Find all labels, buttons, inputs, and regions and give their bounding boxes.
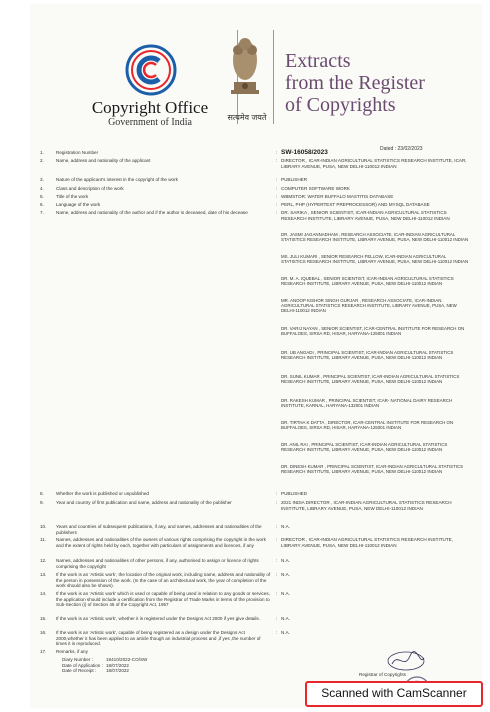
row-number: 14. — [40, 591, 47, 596]
header-divider-right — [273, 30, 274, 124]
row-label: Name, address and nationality of the author and if the author is deceased, date of his decease — [56, 210, 248, 215]
row-number: 2. — [40, 158, 44, 163]
author-entry: DR. TIRTHA K DATTA , DIRECTOR, ICAR-CENTRAL INSTITUTE FOR RESEARCH ON BUFFALOES, SIRSA RD, HISAR, HARYANA-125001 INDIAN — [281, 420, 454, 431]
author-entry: DR. RAKESH KUMAR , PRINCIPAL SCIENTIST, ICAR- NATIONAL DAIRY RESEARCH INSTITUTE, KARNAL, HARYANA-132001 INDIAN — [281, 398, 453, 409]
row-colon: : — [276, 572, 278, 577]
row-value: N.A. — [281, 558, 290, 563]
row-colon: : — [276, 591, 278, 596]
title-line-3: of Copyrights — [285, 94, 396, 116]
row-colon: : — [276, 194, 278, 199]
row-colon: : — [276, 150, 278, 155]
row-number: 10. — [40, 524, 47, 529]
row-colon: : — [276, 630, 278, 635]
row-value: 2021 INDIA DIRECTOR , ICAR-INDIAN AGRICULTURAL STATISTICS RESEARCH INSTITUTE, LIBRARY AVENUE, PUSA, NEW DELHI-110012 INDIAN — [281, 500, 452, 511]
camscanner-watermark — [305, 681, 483, 707]
remark-value: 18/07/2022 — [106, 662, 129, 668]
row-value: PUBLISHED — [281, 491, 308, 496]
copyright-office-logo — [125, 44, 177, 96]
row-label: Nature of the applicant's interest in the copyright of the work — [56, 177, 178, 182]
registrar-label: Registrar of Copyrights — [359, 672, 406, 677]
row-number: 3. — [40, 177, 44, 182]
row-value: PUBLISHER — [281, 177, 308, 182]
row-label: Language of the work — [56, 202, 101, 207]
author-entry: MR. ANOOP KISHOR SINGH GURJAR , RESEARCH ASSOCIATE, ICAR-INDIAN AGRICULTURAL STATISTICS RESEARCH INSTITUTE, LIBRARY AVENUE, PUSA, NEW DELHI-110012 INDIAN — [281, 298, 457, 314]
row-label: If the work is an 'Artistic work', the location of the original work, including name, address and nationality of the person in possession of the work. (In the case of an architectural work, the year of completion of the work should also be shown). — [56, 572, 271, 589]
title-line-1: Extracts — [285, 50, 351, 72]
row-label: Remarks, if any — [56, 649, 88, 654]
row-value: N.A. — [281, 524, 290, 529]
author-entry: DR. ANIL RAI , PRINCIPAL SCIENTIST, ICAR-INDIAN AGRICULTURAL STATISTICS RESEARCH INSTITUTE, LIBRARY AVENUE, PUSA, NEW DELHI-110012 INDIAN — [281, 442, 448, 453]
row-number: 16. — [40, 630, 47, 635]
row-label: Names, addresses and nationalities of other persons, if any, authorised to assign or licence of rights comprising the copyright — [56, 558, 259, 569]
author-entry: DR. VARIJ NAYAN , SENIOR SCIENTIST, ICAR-CENTRAL INSTITUTE FOR RESEARCH ON BUFFALOES, SIRSA RD, HISAR, HARYANA-125001 INDIAN — [281, 326, 465, 337]
row-label: Whether the work is published or unpublished — [56, 491, 149, 496]
camscanner-label: Scanned with CamScanner — [321, 686, 467, 700]
row-number: 15. — [40, 616, 47, 621]
row-number: 6. — [40, 202, 44, 207]
row-label: Names, addresses and nationalities of the owners of various rights comprising the copyright in the work and the extent of rights held by each, together with particulars of assignments and licences, if any — [56, 537, 266, 548]
author-entry: MS. JULI KUMARI , SENIOR RESEARCH FELLOW, ICAR-INDIAN AGRICULTURAL STATISTICS RESEARCH INSTITUTE, LIBRARY AVENUE, PUSA, NEW DELHI-110012 INDIAN — [281, 254, 469, 265]
row-value: WBMSTOR: WATER BUFFALO MASTITIS DATABASE — [281, 194, 394, 199]
remark-value: 19410/2022-CO/SW — [106, 657, 148, 662]
row-value: DIRECTOR , ICAR-INDIAN AGRICULTURAL STATISTICS RESEARCH INSTITUTE, ICAR, LIBRARY AVENUE, PUSA, NEW DELHI-110012 INDIAN — [281, 158, 467, 169]
emblem-motto: सत्यमेव जयते — [227, 113, 267, 122]
row-number: 5. — [40, 194, 44, 199]
author-entry: DR. SUNIL KUMAR , PRINCIPAL SCIENTIST, ICAR-INDIAN AGRICULTURAL STATISTICS RESEARCH INSTITUTE, LIBRARY AVENUE, PUSA, NEW DELHI-110012 INDIAN — [281, 374, 460, 385]
row-colon: : — [276, 558, 278, 563]
row-colon: : — [276, 202, 278, 207]
row-number: 17. — [40, 649, 47, 654]
row-label: Registration Number — [56, 150, 99, 155]
row-number: 4. — [40, 186, 44, 191]
remark-line — [62, 668, 262, 674]
row-label: Years and countries of subsequent publications, if any, and names, addresses and nationalities of the publishers — [56, 524, 262, 535]
remark-key: Date of Application : — [62, 662, 103, 668]
registrar-signature — [384, 648, 428, 674]
row-value: PERL, PHP (HYPERTEXT PREPROCESSOR) AND MYSQL DATABASE — [281, 202, 430, 207]
office-subtitle: Government of India — [108, 117, 192, 128]
document-title — [285, 50, 425, 116]
author-entry: DR. JASMI JAGANNADHAM , RESEARCH ASSOCIATE, ICAR-INDIAN AGRICULTURAL STATISTICS RESEARCH INSTITUTE, LIBRARY AVENUE, PUSA, NEW DELHI-110012 INDIAN — [281, 232, 469, 243]
row-label: Class and description of the work — [56, 186, 124, 191]
row-colon: : — [276, 177, 278, 182]
row-value: COMPUTER SOFTWARE WORK — [281, 186, 350, 191]
office-title: Copyright Office — [91, 98, 209, 117]
row-colon: : — [276, 524, 278, 529]
row-number: 13. — [40, 572, 47, 577]
row-value: DIRECTOR , ICAR-INDIAN AGRICULTURAL STATISTICS RESEARCH INSTITUTE, LIBRARY AVENUE, PUSA, NEW DELHI-110012 INDIAN — [281, 537, 454, 548]
remark-key: Date of Receipt : — [62, 668, 97, 674]
title-line-2: from the Register — [285, 72, 425, 94]
registration-number: SW-16058/2023 — [281, 149, 328, 156]
row-colon: : — [276, 491, 278, 496]
author-entry: DR. UB ANGADI , PRINCIPAL SCIENTIST, ICAR-INDIAN AGRICULTURAL STATISTICS RESEARCH INSTITUTE, LIBRARY AVENUE, PUSA, NEW DELHI-110012 INDIAN — [281, 350, 454, 361]
row-label: Title of the work — [56, 194, 89, 199]
row-label: If the work is an 'Artistic work', capable of being registered as a design under the Designs Act 2000,whether it has been applied to an article though an industrial process and ,if yes ,the number of times it is reproduced. — [56, 630, 261, 647]
row-value: DR. SARIKA , SENIOR SCIENTIST, ICAR-INDIAN AGRICULTURAL STATISTICS RESEARCH INSTITUTE, LIBRARY AVENUE, PUSA, NEW DELHI-110012 INDIAN — [281, 210, 450, 221]
row-value: N.A. — [281, 572, 290, 577]
row-label: Name, address and nationality of the applicant — [56, 158, 151, 163]
date-issued: Dated : 23/02/2023 — [380, 146, 423, 152]
row-colon: : — [276, 537, 278, 542]
row-number: 1. — [40, 150, 44, 155]
row-number: 8. — [40, 491, 44, 496]
row-number: 9. — [40, 500, 44, 505]
row-label: Year and country of first publication and name, address and nationality of the publisher — [56, 500, 232, 505]
row-label: If the work is an 'Artistic work' which is used or capable of being used in relation to any goods or services, the application should include a certification from the Registrar of Trade Marks in terms of the provision to Sub-Section (i) of Section 45 of the Copyright Act, 1957 — [56, 591, 270, 608]
row-colon: : — [276, 210, 278, 215]
row-number: 11. — [40, 537, 47, 542]
row-value: N.A. — [281, 630, 290, 635]
row-number: 12. — [40, 558, 47, 563]
row-label: If the work is an 'Artistic work', whether it is registered under the Designs Act 2000 if yes give details. — [56, 616, 260, 621]
row-number: 7. — [40, 210, 44, 215]
remark-key: Diary Number : — [62, 657, 93, 662]
row-value: N.A. — [281, 591, 290, 596]
row-colon: : — [276, 158, 278, 163]
author-entry: DR. M. A. IQUEBAL , SENIOR SCIENTIST, ICAR-INDIAN AGRICULTURAL STATISTICS RESEARCH INSTITUTE, LIBRARY AVENUE, PUSA, NEW DELHI-110012 INDIAN — [281, 276, 454, 287]
remark-value: 18/07/2022 — [106, 668, 129, 674]
row-value: N.A. — [281, 616, 290, 621]
row-colon: : — [276, 500, 278, 505]
row-colon: : — [276, 616, 278, 621]
remarks-block — [62, 657, 262, 674]
national-emblem-icon — [224, 22, 266, 114]
author-entry: DR. DINESH KUMAR , PRINCIPAL SCIENTIST, ICAR-INDIAN AGRICULTURAL STATISTICS RESEARCH INSTITUTE, LIBRARY AVENUE, PUSA, NEW DELHI-110012 INDIAN — [281, 464, 464, 475]
row-colon: : — [276, 186, 278, 191]
